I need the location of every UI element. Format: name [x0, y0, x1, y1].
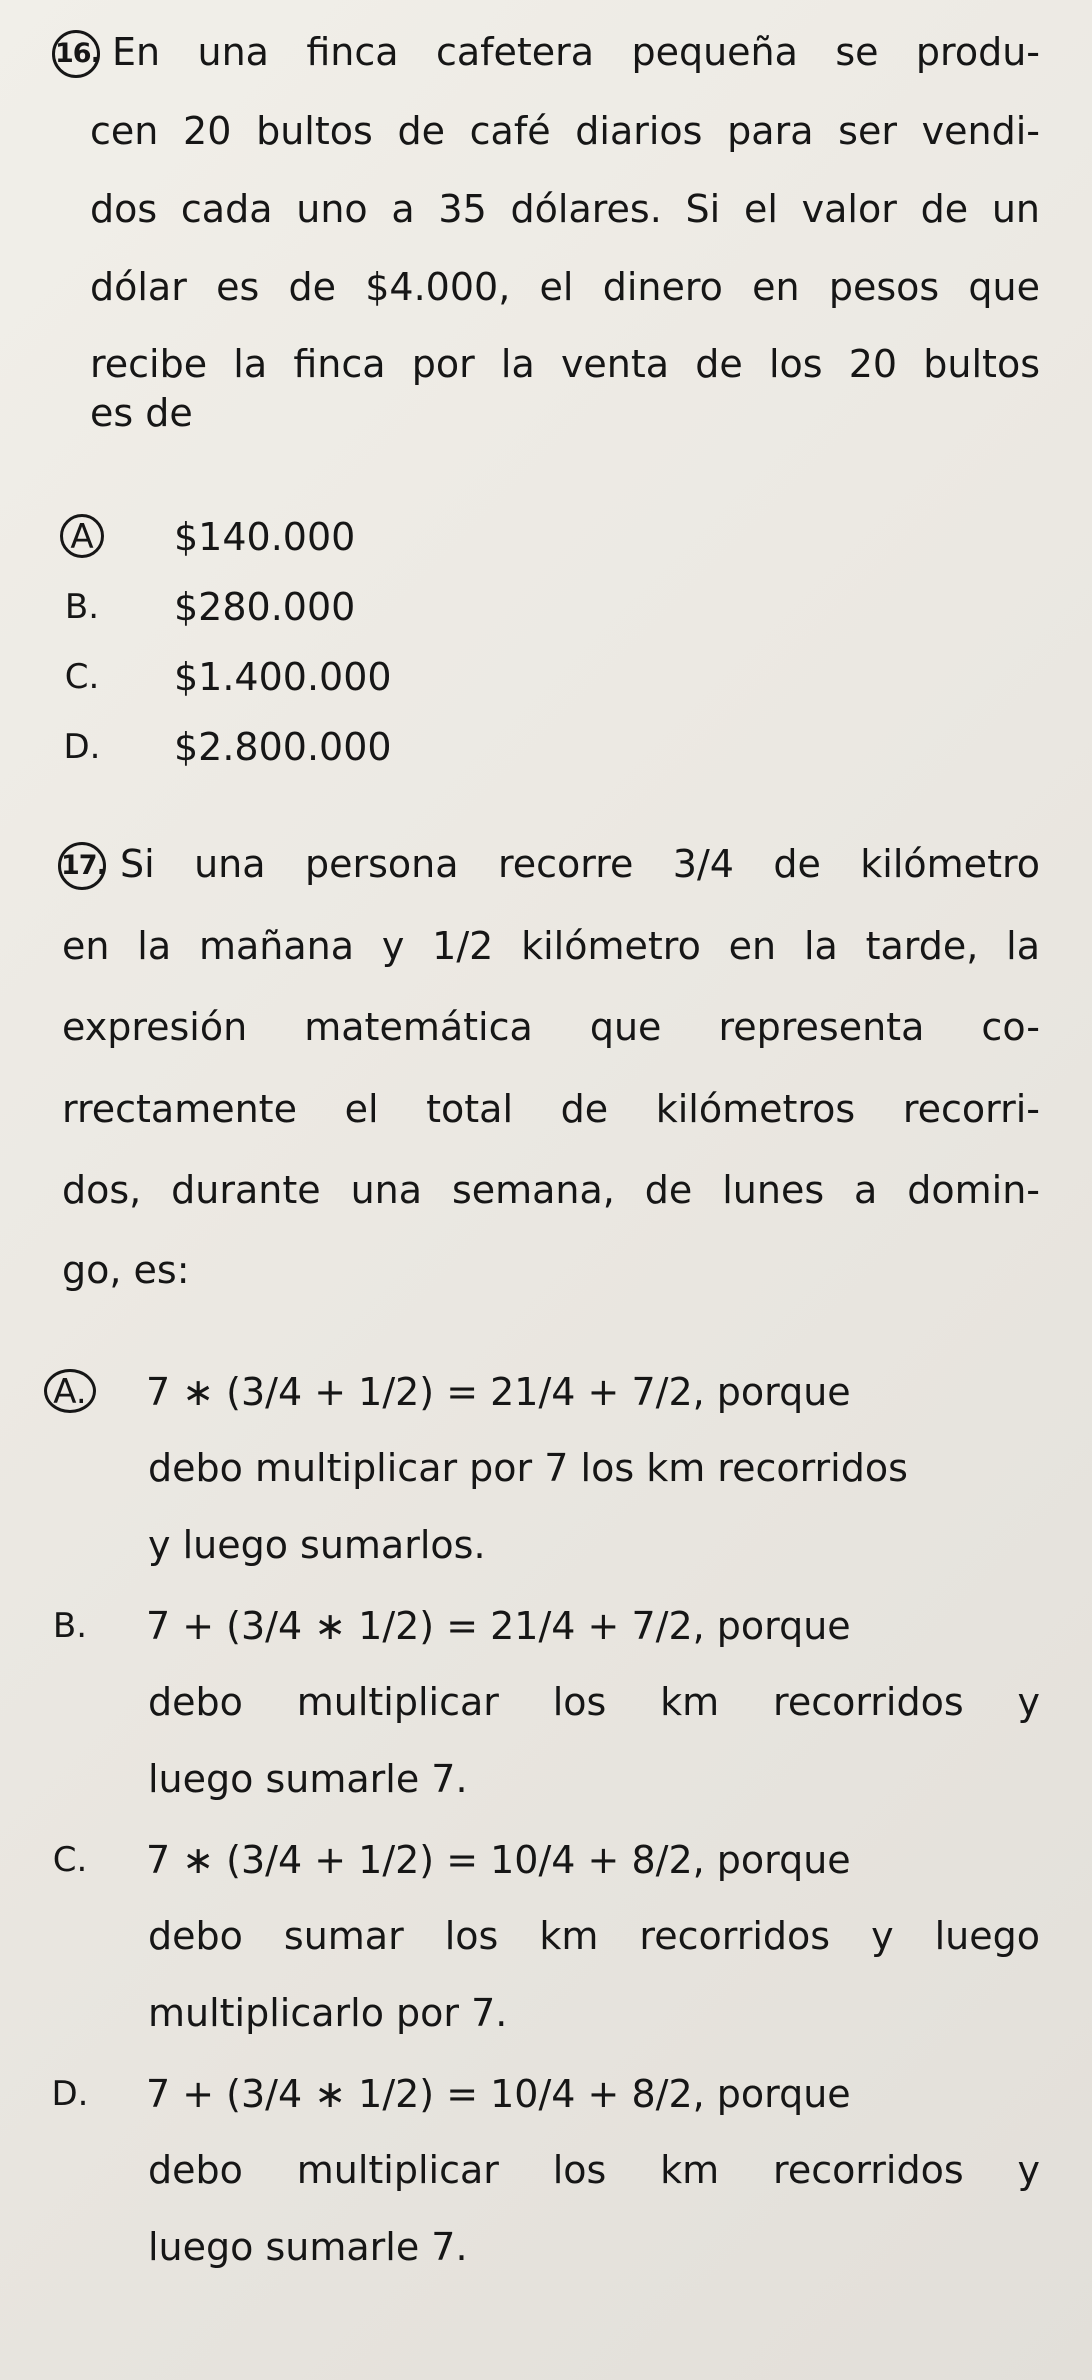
- question-17-line-2: en la mañana y 1/2 kilómetro en la tarde, la: [62, 924, 1040, 968]
- option-17-a-line-1: 7 ∗ (3/4 + 1/2) = 21/4 + 7/2, porque: [146, 1370, 851, 1414]
- question-17-line-1: Si una persona recorre 3/4 de kilómetro: [120, 842, 1040, 886]
- option-17-b-line-2: debo multiplicar los km recorridos y: [148, 1680, 1040, 1724]
- question-16-line-4: dólar es de $4.000, el dinero en pesos que: [90, 265, 1040, 309]
- question-16-line-3: dos cada uno a 35 dólares. Si el valor de un: [90, 187, 1040, 231]
- question-17-line-5: dos, durante una semana, de lunes a domin-: [62, 1168, 1040, 1212]
- option-17-d-line-1: 7 + (3/4 ∗ 1/2) = 10/4 + 8/2, porque: [146, 2072, 851, 2116]
- question-16-line-5: recibe la finca por la venta de los 20 bultos: [90, 342, 1040, 386]
- question-number-17: 17.: [58, 842, 106, 890]
- option-letter-d: D.: [51, 2074, 89, 2114]
- option-letter-a: A.: [44, 1369, 96, 1413]
- question-17-line-3: expresión matemática que representa co-: [62, 1005, 1040, 1049]
- option-17-c-line-3: multiplicarlo por 7.: [148, 1991, 508, 2035]
- option-17-b-line-3: luego sumarle 7.: [148, 1757, 468, 1801]
- option-letter-b: B.: [64, 587, 100, 627]
- option-text-a: $140.000: [174, 515, 356, 559]
- option-17-d-line-3: luego sumarle 7.: [148, 2225, 468, 2269]
- option-17-a-line-2: debo multiplicar por 7 los km recorridos: [148, 1446, 908, 1490]
- option-letter-a: A: [60, 514, 104, 558]
- option-17-c-line-2: debo sumar los km recorridos y luego: [148, 1914, 1040, 1958]
- question-16-line-1: En una finca cafetera pequeña se produ-: [112, 30, 1040, 74]
- question-17-line-6: go, es:: [62, 1248, 190, 1292]
- option-17-d-line-2: debo multiplicar los km recorridos y: [148, 2148, 1040, 2192]
- option-text-b: $280.000: [174, 585, 356, 629]
- option-17-c-line-1: 7 ∗ (3/4 + 1/2) = 10/4 + 8/2, porque: [146, 1838, 851, 1882]
- question-16-line-2: cen 20 bultos de café diarios para ser vendi-: [90, 109, 1040, 153]
- question-16-line-6: es de: [90, 391, 193, 435]
- question-17-line-4: rrectamente el total de kilómetros recorri-: [62, 1087, 1040, 1131]
- option-letter-c: C.: [52, 1840, 88, 1880]
- option-letter-d: D.: [63, 727, 101, 767]
- question-number-16: 16.: [52, 30, 100, 78]
- option-text-d: $2.800.000: [174, 725, 392, 769]
- option-letter-c: C.: [64, 657, 100, 697]
- option-text-c: $1.400.000: [174, 655, 392, 699]
- option-17-b-line-1: 7 + (3/4 ∗ 1/2) = 21/4 + 7/2, porque: [146, 1604, 851, 1648]
- option-17-a-line-3: y luego sumarlos.: [148, 1523, 486, 1567]
- option-letter-b: B.: [52, 1606, 88, 1646]
